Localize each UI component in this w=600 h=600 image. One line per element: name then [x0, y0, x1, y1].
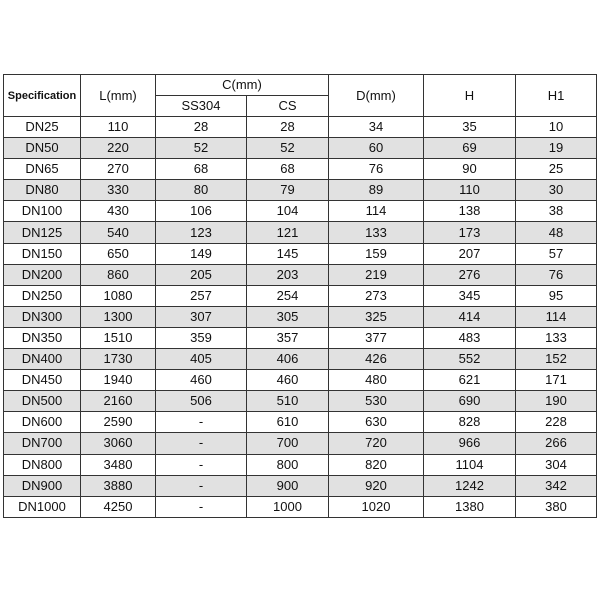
- cell-specification: DN125: [4, 222, 81, 243]
- cell-c-cs: 254: [247, 285, 329, 306]
- header-specification: Specification: [4, 75, 81, 117]
- cell-d: 1020: [329, 496, 424, 517]
- cell-l: 2590: [81, 412, 156, 433]
- cell-specification: DN500: [4, 391, 81, 412]
- table-row: [4, 391, 597, 412]
- cell-c-ss304: 460: [156, 370, 247, 391]
- table-row: [4, 412, 597, 433]
- cell-l: 430: [81, 201, 156, 222]
- cell-h: 552: [424, 349, 516, 370]
- cell-d: 920: [329, 475, 424, 496]
- cell-d: 630: [329, 412, 424, 433]
- cell-c-ss304: -: [156, 433, 247, 454]
- cell-h1: 19: [516, 138, 597, 159]
- table-row: [4, 180, 597, 201]
- cell-h: 345: [424, 285, 516, 306]
- cell-c-cs: 700: [247, 433, 329, 454]
- cell-h1: 114: [516, 306, 597, 327]
- cell-h1: 133: [516, 327, 597, 348]
- cell-c-cs: 79: [247, 180, 329, 201]
- cell-specification: DN800: [4, 454, 81, 475]
- cell-d: 426: [329, 349, 424, 370]
- cell-c-ss304: 80: [156, 180, 247, 201]
- cell-d: 219: [329, 264, 424, 285]
- cell-l: 1510: [81, 327, 156, 348]
- cell-specification: DN80: [4, 180, 81, 201]
- table-row: [4, 327, 597, 348]
- cell-h1: 95: [516, 285, 597, 306]
- cell-specification: DN600: [4, 412, 81, 433]
- cell-h: 1380: [424, 496, 516, 517]
- cell-d: 34: [329, 117, 424, 138]
- table-row: [4, 433, 597, 454]
- cell-h1: 380: [516, 496, 597, 517]
- cell-d: 720: [329, 433, 424, 454]
- cell-c-cs: 28: [247, 117, 329, 138]
- cell-c-cs: 460: [247, 370, 329, 391]
- header-c-ss304: SS304: [156, 96, 247, 117]
- cell-c-cs: 52: [247, 138, 329, 159]
- cell-specification: DN250: [4, 285, 81, 306]
- cell-d: 89: [329, 180, 424, 201]
- cell-l: 4250: [81, 496, 156, 517]
- cell-l: 3060: [81, 433, 156, 454]
- cell-h1: 152: [516, 349, 597, 370]
- cell-l: 3880: [81, 475, 156, 496]
- cell-h: 276: [424, 264, 516, 285]
- cell-l: 3480: [81, 454, 156, 475]
- cell-specification: DN450: [4, 370, 81, 391]
- table-row: [4, 264, 597, 285]
- cell-l: 1300: [81, 306, 156, 327]
- cell-specification: DN100: [4, 201, 81, 222]
- cell-h1: 228: [516, 412, 597, 433]
- cell-c-cs: 800: [247, 454, 329, 475]
- cell-l: 330: [81, 180, 156, 201]
- cell-l: 1730: [81, 349, 156, 370]
- header-h1: H1: [516, 75, 597, 117]
- cell-c-cs: 121: [247, 222, 329, 243]
- table-row: [4, 475, 597, 496]
- cell-specification: DN50: [4, 138, 81, 159]
- cell-c-ss304: 359: [156, 327, 247, 348]
- table-row: [4, 370, 597, 391]
- cell-h: 414: [424, 306, 516, 327]
- cell-c-cs: 104: [247, 201, 329, 222]
- table-row: [4, 285, 597, 306]
- cell-c-ss304: 52: [156, 138, 247, 159]
- cell-specification: DN300: [4, 306, 81, 327]
- cell-h: 138: [424, 201, 516, 222]
- cell-h1: 25: [516, 159, 597, 180]
- cell-h1: 10: [516, 117, 597, 138]
- header-c-cs: CS: [247, 96, 329, 117]
- cell-d: 60: [329, 138, 424, 159]
- cell-h1: 304: [516, 454, 597, 475]
- cell-c-cs: 68: [247, 159, 329, 180]
- cell-c-ss304: -: [156, 496, 247, 517]
- cell-d: 530: [329, 391, 424, 412]
- cell-c-cs: 510: [247, 391, 329, 412]
- cell-c-ss304: -: [156, 475, 247, 496]
- cell-d: 820: [329, 454, 424, 475]
- header-l: L(mm): [81, 75, 156, 117]
- table-row: [4, 306, 597, 327]
- cell-h: 828: [424, 412, 516, 433]
- header-c: C(mm): [156, 75, 329, 96]
- cell-l: 860: [81, 264, 156, 285]
- cell-c-cs: 305: [247, 306, 329, 327]
- cell-c-cs: 610: [247, 412, 329, 433]
- table-row: [4, 222, 597, 243]
- cell-h: 621: [424, 370, 516, 391]
- cell-l: 540: [81, 222, 156, 243]
- cell-specification: DN65: [4, 159, 81, 180]
- header-d: D(mm): [329, 75, 424, 117]
- cell-h1: 76: [516, 264, 597, 285]
- cell-l: 110: [81, 117, 156, 138]
- cell-c-cs: 406: [247, 349, 329, 370]
- cell-c-ss304: 28: [156, 117, 247, 138]
- cell-c-ss304: 123: [156, 222, 247, 243]
- cell-h: 173: [424, 222, 516, 243]
- cell-h1: 30: [516, 180, 597, 201]
- cell-specification: DN350: [4, 327, 81, 348]
- cell-h: 690: [424, 391, 516, 412]
- table-row: [4, 454, 597, 475]
- cell-specification: DN25: [4, 117, 81, 138]
- cell-d: 480: [329, 370, 424, 391]
- cell-l: 2160: [81, 391, 156, 412]
- cell-c-ss304: 506: [156, 391, 247, 412]
- cell-c-cs: 900: [247, 475, 329, 496]
- cell-c-cs: 357: [247, 327, 329, 348]
- cell-h1: 48: [516, 222, 597, 243]
- table-row: [4, 243, 597, 264]
- cell-h: 483: [424, 327, 516, 348]
- cell-c-ss304: -: [156, 454, 247, 475]
- cell-l: 1080: [81, 285, 156, 306]
- cell-c-cs: 1000: [247, 496, 329, 517]
- cell-l: 650: [81, 243, 156, 264]
- cell-specification: DN1000: [4, 496, 81, 517]
- cell-h: 1242: [424, 475, 516, 496]
- cell-c-ss304: 257: [156, 285, 247, 306]
- cell-h1: 57: [516, 243, 597, 264]
- cell-c-ss304: -: [156, 412, 247, 433]
- table-row: [4, 159, 597, 180]
- cell-c-ss304: 205: [156, 264, 247, 285]
- cell-l: 270: [81, 159, 156, 180]
- cell-d: 273: [329, 285, 424, 306]
- cell-h: 69: [424, 138, 516, 159]
- cell-d: 114: [329, 201, 424, 222]
- cell-h: 90: [424, 159, 516, 180]
- table-row: [4, 201, 597, 222]
- cell-h1: 38: [516, 201, 597, 222]
- cell-specification: DN400: [4, 349, 81, 370]
- table-row: [4, 117, 597, 138]
- cell-d: 159: [329, 243, 424, 264]
- cell-c-ss304: 106: [156, 201, 247, 222]
- cell-specification: DN700: [4, 433, 81, 454]
- cell-specification: DN900: [4, 475, 81, 496]
- cell-d: 133: [329, 222, 424, 243]
- cell-l: 220: [81, 138, 156, 159]
- cell-h1: 266: [516, 433, 597, 454]
- cell-c-ss304: 307: [156, 306, 247, 327]
- cell-h1: 190: [516, 391, 597, 412]
- cell-d: 325: [329, 306, 424, 327]
- cell-h: 35: [424, 117, 516, 138]
- cell-h: 207: [424, 243, 516, 264]
- table-row: [4, 349, 597, 370]
- cell-h: 110: [424, 180, 516, 201]
- cell-l: 1940: [81, 370, 156, 391]
- header-h: H: [424, 75, 516, 117]
- table-row: [4, 496, 597, 517]
- cell-c-ss304: 149: [156, 243, 247, 264]
- cell-h1: 171: [516, 370, 597, 391]
- cell-specification: DN150: [4, 243, 81, 264]
- cell-h1: 342: [516, 475, 597, 496]
- cell-specification: DN200: [4, 264, 81, 285]
- cell-d: 377: [329, 327, 424, 348]
- cell-c-cs: 203: [247, 264, 329, 285]
- cell-d: 76: [329, 159, 424, 180]
- cell-c-ss304: 405: [156, 349, 247, 370]
- table-row: [4, 138, 597, 159]
- cell-c-ss304: 68: [156, 159, 247, 180]
- table-body: [4, 117, 597, 518]
- cell-h: 1104: [424, 454, 516, 475]
- cell-c-cs: 145: [247, 243, 329, 264]
- specification-table: [3, 74, 597, 518]
- cell-h: 966: [424, 433, 516, 454]
